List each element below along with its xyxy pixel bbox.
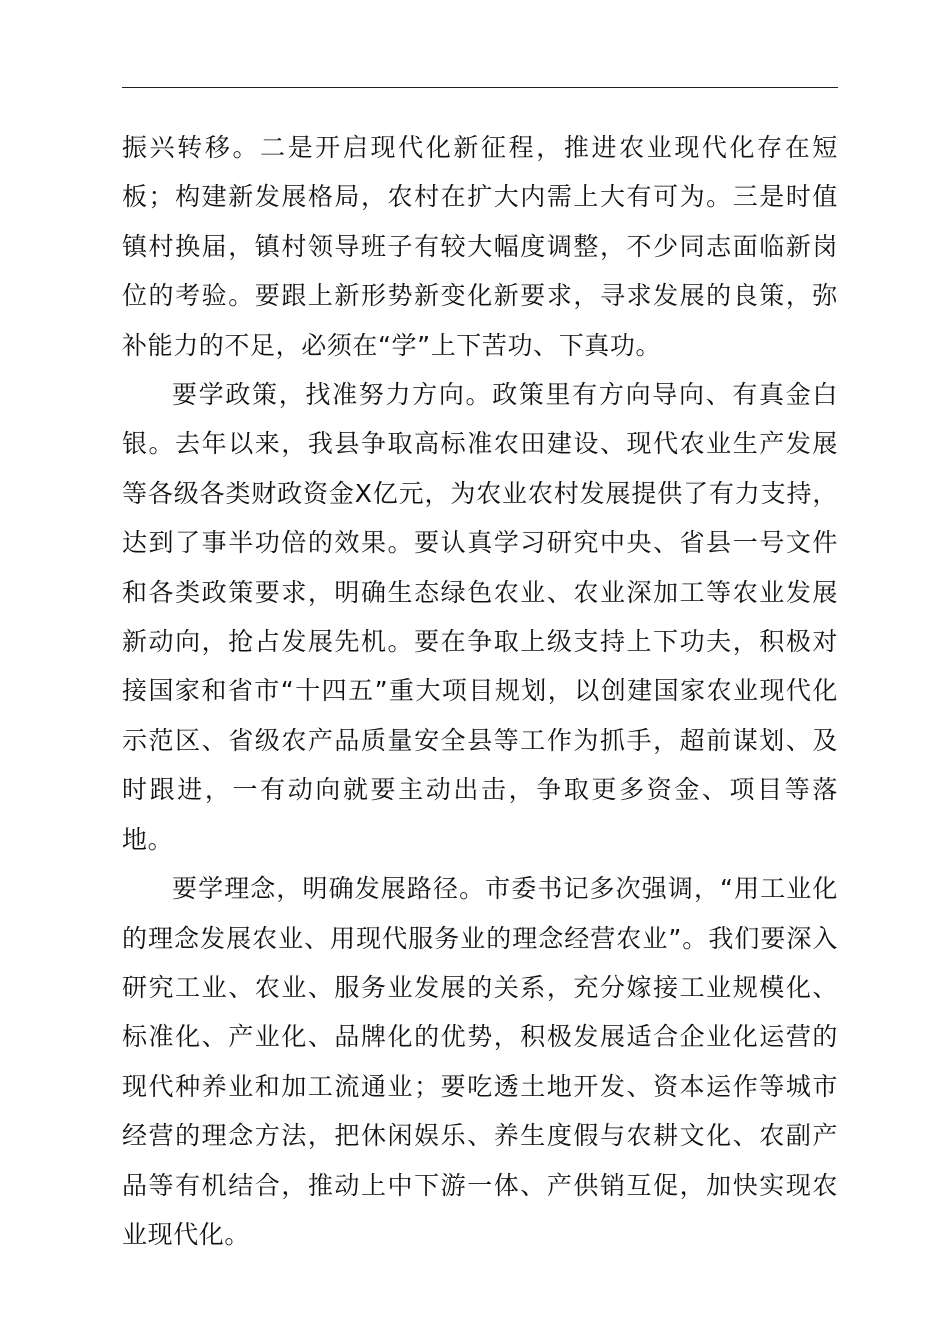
- paragraph-continuation: 振兴转移。二是开启现代化新征程，推进农业现代化存在短板；构建新发展格局，农村在扩大内需上大有可为。三是时值镇村换届，镇村领导班子有较大幅度调整，不少同志面临新岗位的考验。要跟上新形势新变化新要求，寻求发展的良策，弥补能力的不足，必须在“学”上下苦功、下真功。: [122, 133, 838, 360]
- document-body: [122, 123, 838, 1259]
- header-rule: [122, 87, 838, 88]
- paragraph-policy: 要学政策，找准努力方向。政策里有方向导向、有真金白银。去年以来，我县争取高标准农田建设、现代农业生产发展等各级各类财政资金X亿元，为农业农村发展提供了有力支持，达到了事半功倍的效果。要认真学习研究中央、省县一号文件和各类政策要求，明确生态绿色农业、农业深加工等农业发展新动向，抢占发展先机。要在争取上级支持上下功夫，积极对接国家和省市“十四五”重大项目规划，以创建国家农业现代化示范区、省级农产品质量安全县等工作为抓手，超前谋划、及时跟进，一有动向就要主动出击，争取更多资金、项目等落地。: [122, 380, 838, 854]
- paragraph-concept: 要学理念，明确发展路径。市委书记多次强调，“用工业化的理念发展农业、用现代服务业的理念经营农业”。我们要深入研究工业、农业、服务业发展的关系，充分嫁接工业规模化、标准化、产业化、品牌化的优势，积极发展适合企业化运营的现代种养业和加工流通业；要吃透土地开发、资本运作等城市经营的理念方法，把休闲娱乐、养生度假与农耕文化、农副产品等有机结合，推动上中下游一体、产供销互促，加快实现农业现代化。: [122, 874, 838, 1249]
